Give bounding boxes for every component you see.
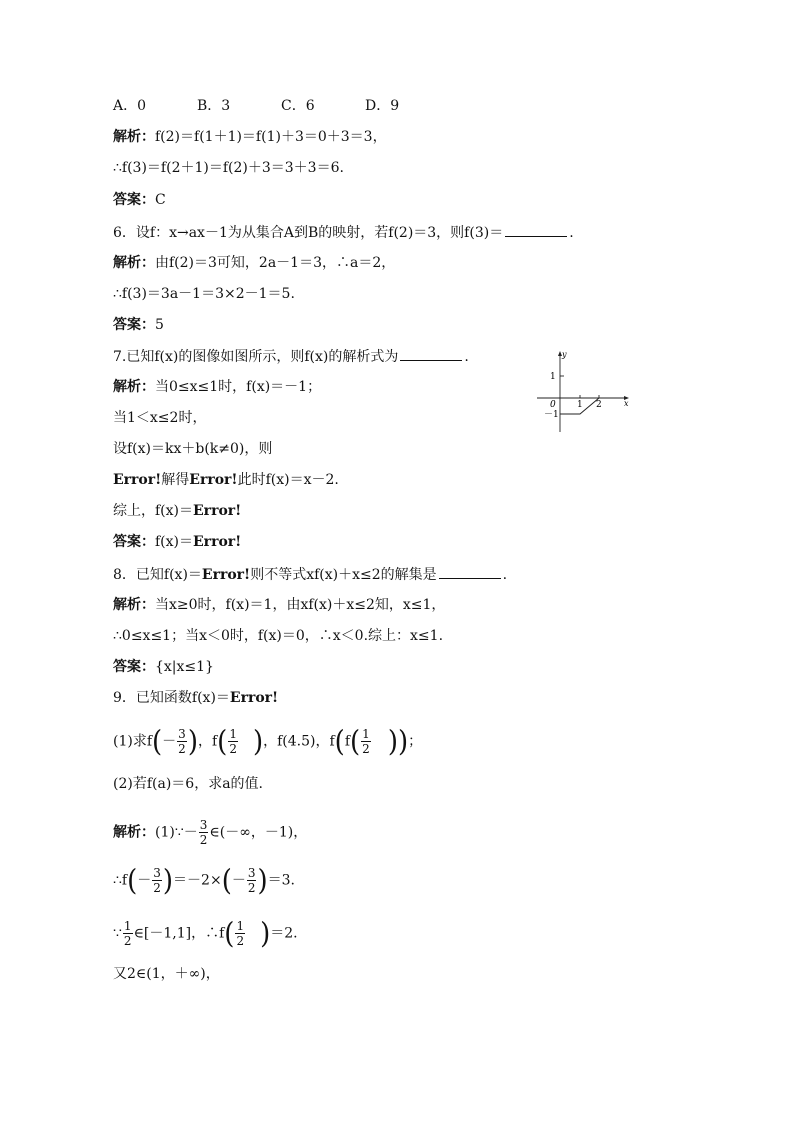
x-axis-label: x [624, 399, 629, 408]
error-text: Error! [113, 472, 162, 488]
q9-part1-sep: ，f [197, 733, 218, 750]
q6-analysis-2: ∴f(3)＝3a－1＝3×2－1＝5. [113, 286, 295, 302]
q7-result-text: 此时f(x)＝x－2. [237, 472, 339, 488]
q6-answer-value: 5 [155, 317, 164, 333]
q7-analysis-2: 当1＜x≤2时， [113, 410, 207, 426]
right-paren: ) [260, 917, 271, 950]
left-paren: ( [350, 725, 361, 758]
minus-sign: － [137, 872, 152, 889]
right-paren: ) [397, 725, 409, 758]
q9-sol2-c: ＝3. [267, 872, 295, 889]
q7-answer-blank [400, 346, 462, 361]
q5-analysis-text-1: f(2)＝f(1＋1)＝f(1)＋3＝0＋3＝3， [155, 129, 387, 145]
analysis-label: 解析： [113, 824, 155, 841]
analysis-label: 解析： [113, 379, 155, 395]
q9-sol3-b: ∈[－1,1]，∴f [133, 925, 225, 942]
answer-label: 答案： [113, 192, 155, 208]
q5-option-d: D．9 [365, 98, 400, 114]
q9-part1 [113, 727, 422, 756]
fraction-denominator: 2 [247, 881, 256, 895]
q9-part1-inner-f: f [344, 733, 351, 750]
q7-answer-text: f(x)＝ [155, 534, 194, 550]
q9-part1-sep-2: ，f(4.5)，f [263, 733, 335, 750]
q5-analysis-1 [113, 127, 387, 147]
q9-part1-end: ； [408, 733, 423, 750]
q6-stem-text: 6．设f：x→ax－1为从集合A到B的映射，若f(2)＝3，则f(3)＝ [113, 225, 504, 241]
analysis-label: 解析： [113, 129, 155, 145]
fraction-numerator: 3 [178, 727, 186, 741]
left-paren: ( [224, 917, 235, 950]
q6-answer-blank [505, 222, 567, 237]
left-paren: ( [127, 864, 138, 897]
q6-stem [113, 222, 574, 243]
answer-label: 答案： [113, 317, 155, 333]
q9-solution-1 [113, 818, 307, 847]
q5-answer-value: C [155, 192, 166, 208]
fraction-three-halves [199, 818, 209, 847]
q9-stem-text: 9．已知函数f(x)＝ [113, 690, 230, 706]
q5-option-b: B．3 [197, 98, 231, 114]
q7-stem-end: . [464, 349, 469, 365]
error-text: Error! [201, 567, 251, 583]
q9-sol1-b: ∈(－∞，－1)， [209, 824, 308, 841]
origin-label: 0 [550, 400, 556, 410]
q7-stem [113, 346, 469, 367]
fraction-denominator: 2 [153, 881, 161, 895]
right-paren: ) [187, 725, 198, 758]
analysis-label: 解析： [113, 255, 155, 271]
q5-answer [113, 190, 166, 210]
answer-label: 答案： [113, 534, 155, 550]
q7-analysis-3: 设f(x)＝kx＋b(k≠0)，则 [113, 441, 273, 457]
fraction-one-half [235, 919, 245, 948]
right-paren: ) [387, 725, 398, 758]
q7-analysis-1 [113, 377, 321, 397]
fraction-three-halves [152, 866, 162, 895]
fraction-denominator: 2 [362, 742, 370, 756]
fraction-numerator: 1 [123, 919, 132, 933]
error-text: Error! [193, 534, 242, 550]
q9-sol3-c: ＝2. [270, 925, 298, 942]
q6-analysis-text-1: 由f(2)＝3可知，2a－1＝3，∴a＝2， [155, 255, 396, 271]
left-paren: ( [334, 725, 345, 758]
q9-solution-3 [113, 919, 298, 948]
q5-option-c: C．6 [281, 98, 315, 114]
analysis-label: 解析： [113, 597, 155, 613]
q9-part2: (2)若f(a)＝6，求a的值. [113, 776, 263, 792]
q8-answer-blank [439, 564, 501, 579]
right-paren: ) [257, 864, 268, 897]
q7-summary-text: 综上，f(x)＝ [113, 503, 194, 519]
q8-stem-text-2: 则不等式xf(x)＋x≤2的解集是 [250, 567, 437, 583]
fraction-three-halves [247, 866, 257, 895]
q8-answer [113, 657, 214, 677]
q8-analysis-1 [113, 595, 445, 615]
fraction-one-half [228, 727, 238, 756]
q9-solution-4: 又2∈(1，＋∞)， [113, 966, 220, 982]
q8-analysis-text-1: 当x≥0时，f(x)＝1，由xf(x)＋x≤2知，x≤1， [155, 597, 446, 613]
q9-stem [113, 688, 278, 708]
q5-analysis-2: ∴f(3)＝f(2＋1)＝f(2)＋3＝3＋3＝6. [113, 160, 344, 176]
q7-stem-text: 7.已知f(x)的图像如图所示，则f(x)的解析式为 [113, 349, 399, 365]
answer-label: 答案： [113, 659, 155, 675]
y-axis-label: y [562, 350, 567, 359]
q8-analysis-2: ∴0≤x≤1；当x＜0时，f(x)＝0，∴x＜0.综上：x≤1. [113, 628, 444, 644]
error-text: Error! [193, 503, 242, 519]
fraction-one-half [123, 919, 133, 948]
q9-sol1-a: (1)∵－ [155, 824, 198, 841]
left-paren: ( [221, 864, 232, 897]
q7-solve-text: 解得 [161, 472, 190, 488]
minus-sign: － [162, 733, 177, 750]
left-paren: ( [152, 725, 163, 758]
fraction-numerator: 3 [247, 866, 256, 880]
q5-options [113, 96, 449, 116]
x-tick-label-1: 1 [577, 400, 583, 410]
right-paren: ) [252, 725, 264, 758]
q7-analysis-4 [113, 470, 339, 490]
q7-function-graph [533, 346, 633, 434]
fraction-denominator: 2 [123, 934, 132, 948]
q8-stem-end: . [502, 567, 508, 583]
q6-answer [113, 315, 164, 335]
q9-sol2-a: ∴f [113, 872, 128, 889]
q9-sol2-b: ＝－2× [173, 872, 222, 889]
q7-answer [113, 532, 241, 552]
fraction-denominator: 2 [199, 833, 208, 847]
y-tick-label-1: 1 [550, 372, 556, 382]
q9-part1-label: (1)求f [113, 733, 153, 750]
q6-stem-end: . [569, 225, 574, 241]
fraction-numerator: 3 [199, 818, 208, 832]
fraction-denominator: 2 [236, 934, 245, 948]
left-paren: ( [217, 725, 228, 758]
minus-sign: － [231, 872, 246, 889]
fraction-numerator: 1 [236, 919, 245, 933]
q8-answer-value: {x|x≤1} [155, 659, 214, 675]
x-tick-label-2: 2 [596, 400, 602, 410]
q7-analysis-text-1: 当0≤x≤1时，f(x)＝－1； [155, 379, 322, 395]
fraction-numerator: 1 [229, 727, 237, 741]
error-text: Error! [229, 690, 279, 706]
fraction-numerator: 3 [153, 866, 161, 880]
error-text: Error! [189, 472, 238, 488]
y-tick-label-neg1: －1 [544, 410, 559, 420]
right-paren: ) [162, 864, 174, 897]
fraction-three-halves [177, 727, 187, 756]
q7-analysis-5 [113, 501, 241, 521]
q9-sol3-a: ∵ [113, 925, 122, 942]
q8-stem [113, 564, 507, 585]
q9-solution-2 [113, 866, 295, 895]
q6-analysis-1 [113, 253, 395, 273]
fraction-numerator: 1 [362, 727, 370, 741]
q5-option-a: A．0 [113, 98, 147, 114]
fraction-denominator: 2 [229, 742, 237, 756]
fraction-denominator: 2 [178, 742, 186, 756]
q8-stem-text: 8．已知f(x)＝ [113, 567, 202, 583]
fraction-one-half [361, 727, 371, 756]
